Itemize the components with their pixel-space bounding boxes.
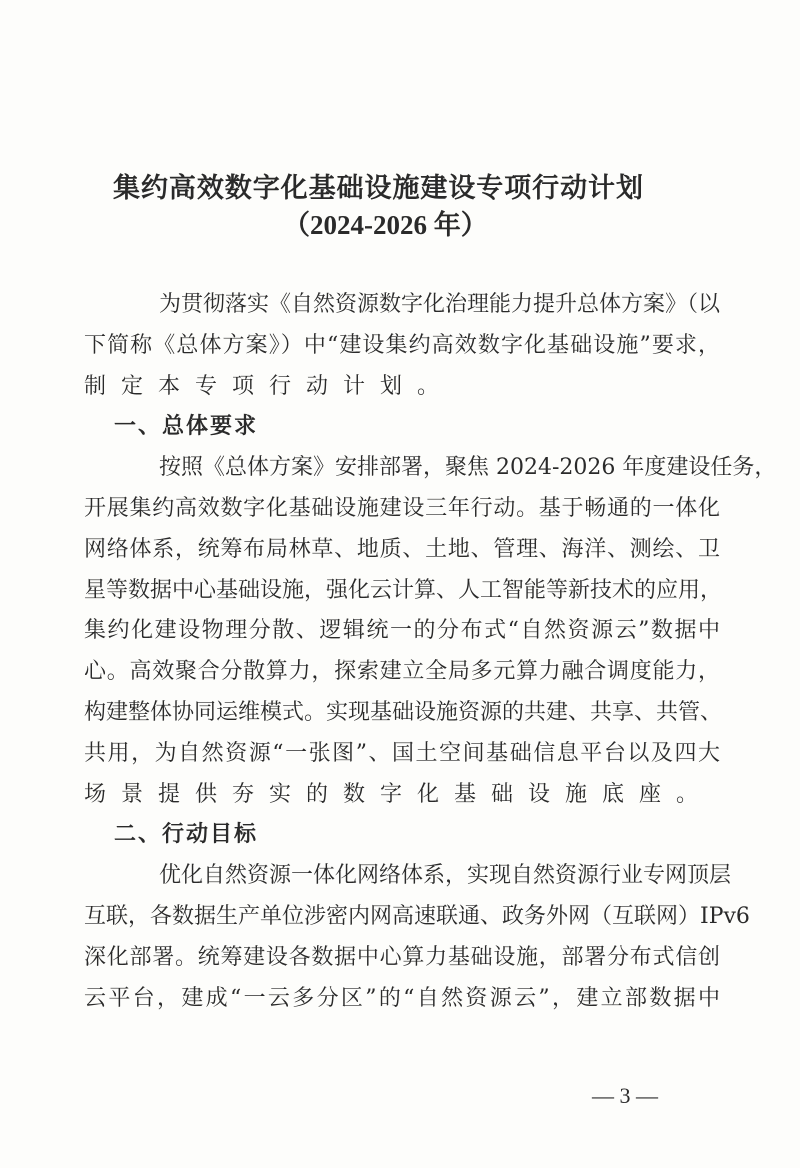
section-heading: 一、总体要求 [114, 414, 259, 440]
document-subtitle: （2024-2026 年） [283, 210, 488, 240]
paragraph-line: 构建整体协同运维模式。实现基础设施资源的共建、共享、共管、 [84, 699, 723, 725]
paragraph-line: 深化部署。统筹建设各数据中心算力基础设施，部署分布式信创 [84, 944, 720, 970]
paragraph-line: 为贯彻落实《自然资源数字化治理能力提升总体方案》（以 [159, 292, 721, 317]
document-body [84, 285, 777, 1019]
paragraph-line: 制定本专项行动计划。 [84, 373, 455, 399]
paragraph-line: 开展集约高效数字化基础设施建设三年行动。基于畅通的一体化 [84, 495, 720, 521]
paragraph-line: 网络体系，统筹布局林草、地质、土地、管理、海洋、测绘、卫 [84, 536, 720, 562]
paragraph-line: 心。高效聚合分散算力，探索建立全局多元算力融合调度能力， [84, 659, 720, 685]
paragraph-line: 星等数据中心基础设施，强化云计算、人工智能等新技术的应用， [84, 577, 723, 603]
paragraph-line: 共用，为自然资源“一张图”、国土空间基础信息平台以及四大 [84, 740, 720, 766]
paragraph-line: 场景提供夯实的数字化基础设施底座。 [84, 781, 714, 807]
paragraph-line: 云平台，建成“一云多分区”的“自然资源云”，建立部数据中 [84, 985, 720, 1011]
paragraph-line: 下简称《总体方案》）中“建设集约高效数字化基础设施”要求， [84, 332, 720, 358]
paragraph-line: 集约化建设物理分散、逻辑统一的分布式“自然资源云”数据中 [84, 618, 720, 644]
page-number: — 3 — [592, 1083, 658, 1108]
paragraph-line: 互联，各数据生产单位涉密内网高速联通、政务外网（互联网）IPv6 [84, 903, 750, 929]
paragraph-line: 优化自然资源一体化网络体系，实现自然资源行业专网顶层 [159, 863, 732, 889]
document-title: 集约高效数字化基础设施建设专项行动计划 [113, 173, 643, 204]
section-heading: 二、行动目标 [114, 822, 259, 848]
paragraph-line: 按照《总体方案》安排部署，聚焦 2024-2026 年度建设任务， [159, 455, 777, 481]
